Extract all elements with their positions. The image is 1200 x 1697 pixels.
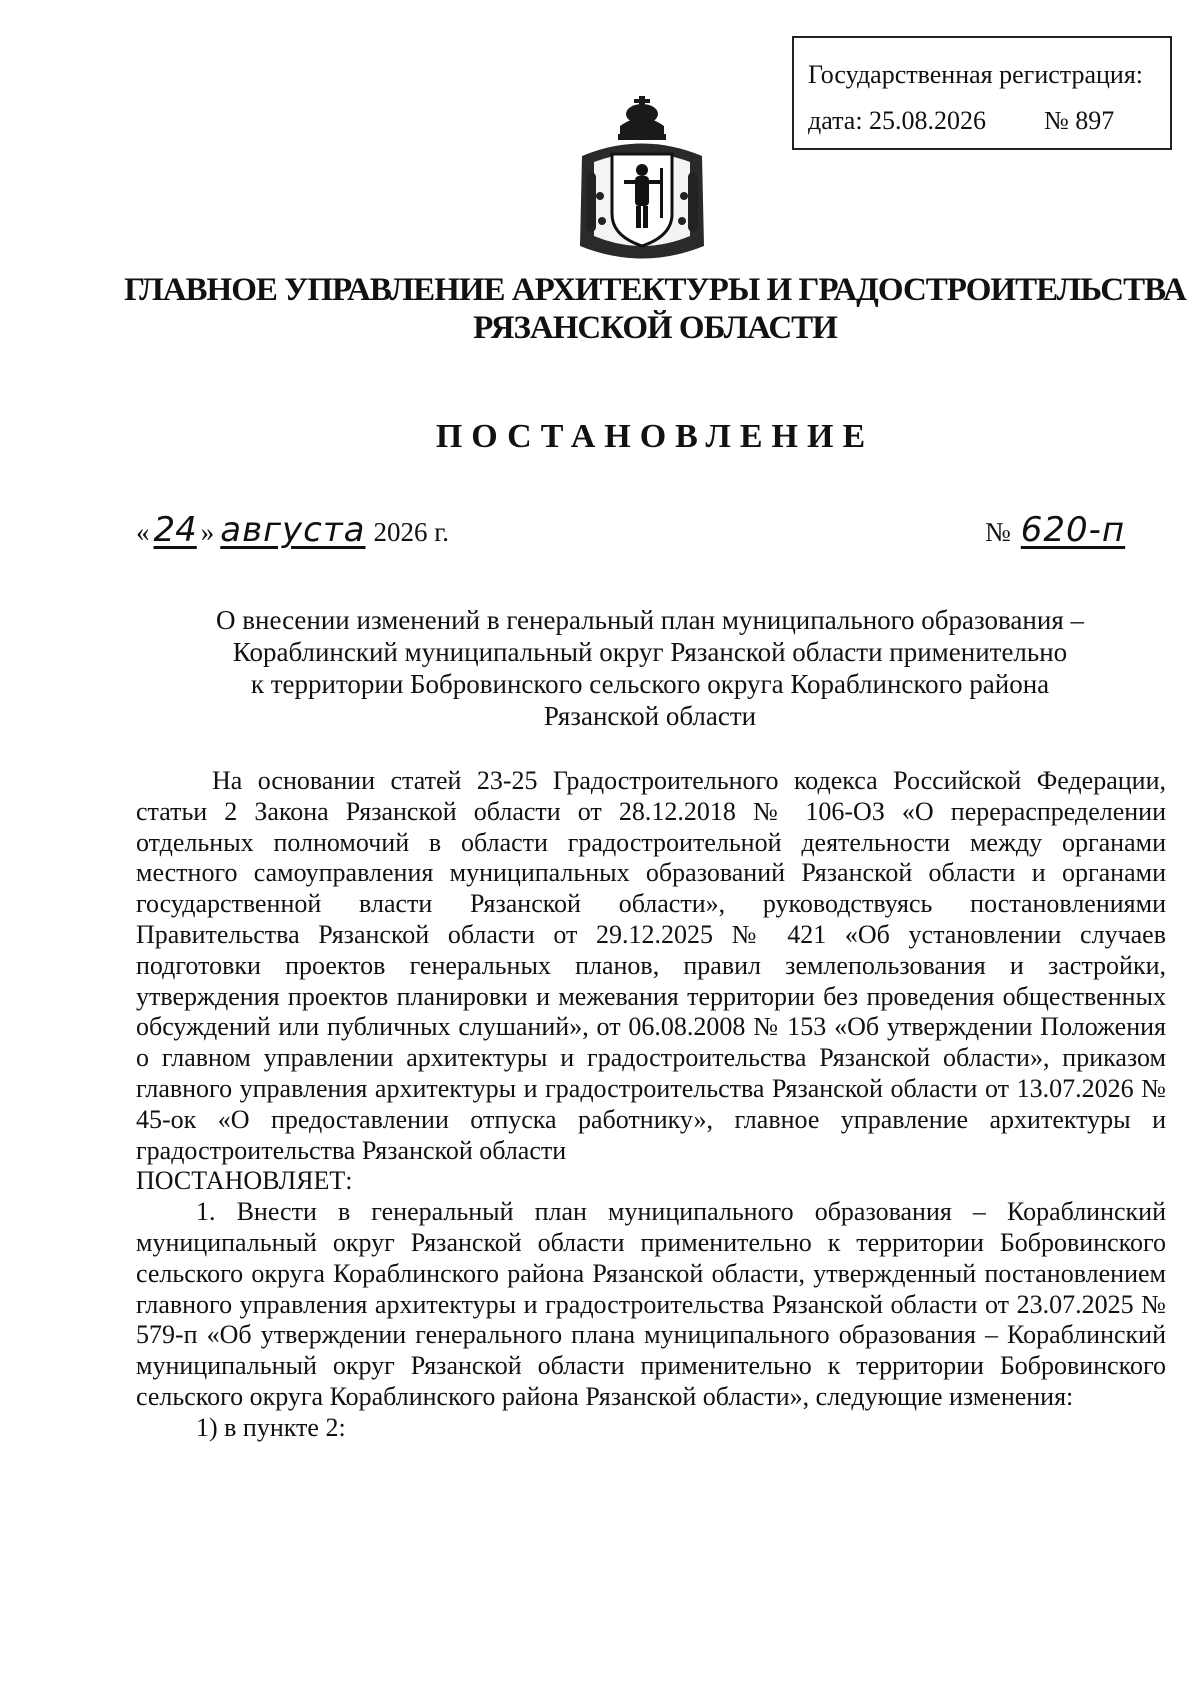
document-type-title: ПОСТАНОВЛЕНИЕ xyxy=(435,418,875,455)
date-close-quote: » xyxy=(200,517,215,547)
issue-day-handwritten: 24 xyxy=(153,510,197,550)
issue-year: 2026 г. xyxy=(373,517,449,547)
preamble-paragraph: На основании статей 23-25 Градостроительного кодекса Российской Федерации, статьи 2 Закона Рязанской области от 28.12.2018 № 106-ОЗ «О перераспределении отдельных полномочий в области градостроительной деятельности между органами местного самоуправления муниципальных образований Рязанской области и органами государственной власти Рязанской области», руководствуясь постановлениями Правительства Рязанской области от 29.12.2025 № 421 «Об установлении случаев подготовки проектов генеральных планов, правил землепользования и застройки, утверждения проектов планировки и межевания территории без проведения общественных обсуждений или публичных слушаний», от 06.08.2008 № 153 «Об утверждении Положения о главном управлении архитектуры и градостроительства Рязанской области», приказом главного управления архитектуры и градостроительства Рязанской области от 13.07.2026 № 45-ок «О предоставлении отпуска работнику», главное управление архитектуры и градостроительства Рязанской области xyxy=(136,766,1166,1165)
subject-line3: к территории Бобровинского сельского округа Кораблинского района xyxy=(250,669,1050,699)
registration-stamp xyxy=(792,36,1172,150)
issue-number-handwritten: 620-п xyxy=(1020,510,1126,550)
document-subject xyxy=(150,604,1150,732)
organization-name-line2: РЯЗАНСКОЙ ОБЛАСТИ xyxy=(473,310,837,346)
registration-title: Государственная регистрация: xyxy=(808,60,1144,89)
issue-month-handwritten: августа xyxy=(220,510,366,550)
issue-number-prefix: № xyxy=(985,517,1011,547)
subitem-1-paragraph: 1) в пункте 2: xyxy=(196,1412,346,1442)
decree-word: ПОСТАНОВЛЯЕТ: xyxy=(136,1166,353,1196)
registration-number: № 897 xyxy=(1044,106,1115,135)
issue-date xyxy=(136,510,449,550)
subject-line2: Кораблинский муниципальный округ Рязанской области применительно xyxy=(232,637,1068,667)
organization-name-line1: ГЛАВНОЕ УПРАВЛЕНИЕ АРХИТЕКТУРЫ И ГРАДОСТРОИТЕЛЬСТВА xyxy=(124,272,1186,308)
document-body xyxy=(136,766,1166,1444)
subject-line1: О внесении изменений в генеральный план муниципального образования – xyxy=(216,605,1084,635)
subject-line4: Рязанской области xyxy=(543,701,757,731)
item-1-paragraph: 1. Внести в генеральный план муниципального образования – Кораблинский муниципальный округ Рязанской области применительно к территории Бобровинского сельского округа Кораблинского района Рязанской области, утвержденный постановлением главного управления архитектуры и градостроительства Рязанской области от 23.07.2025 № 579-п «Об утверждении генерального плана муниципального образования – Кораблинский муниципальный округ Рязанской области применительно к территории Бобровинского сельского округа Кораблинского района Рязанской области», следующие изменения: xyxy=(136,1197,1166,1411)
issue-number xyxy=(985,510,1131,550)
ryazan-coat-of-arms-icon xyxy=(572,96,712,266)
registration-date: дата: 25.08.2026 xyxy=(808,106,987,135)
date-open-quote: « xyxy=(136,517,150,547)
